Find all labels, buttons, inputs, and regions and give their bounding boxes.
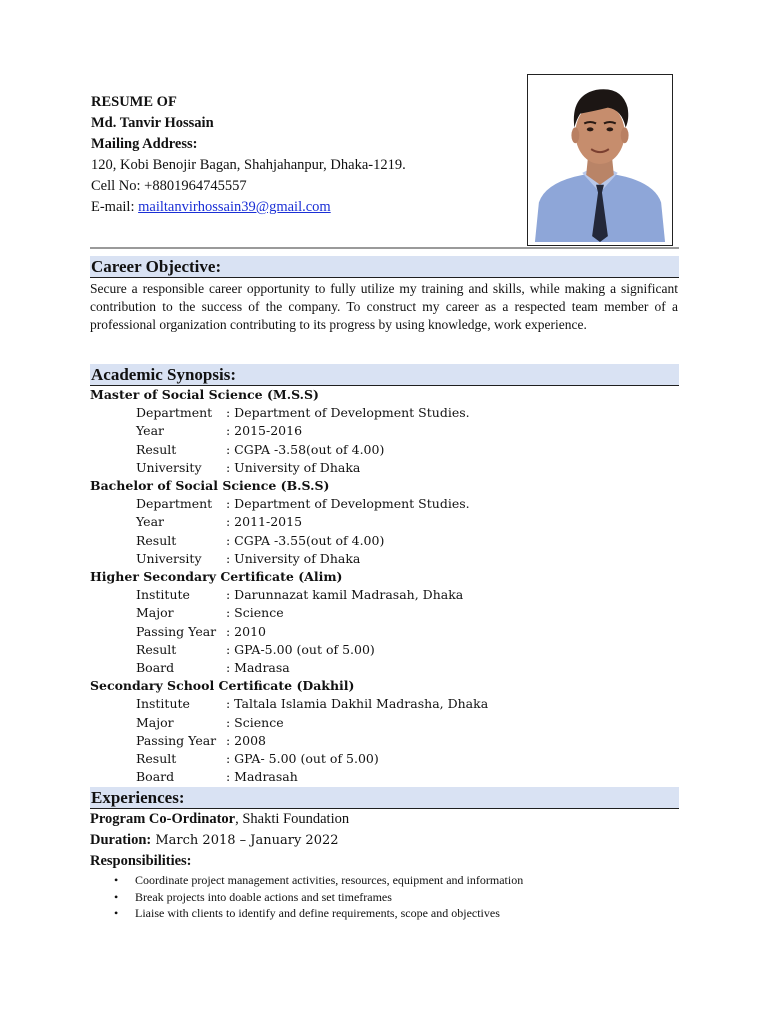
candidate-name: Md. Tanvir Hossain (91, 115, 214, 131)
header-divider (90, 247, 679, 249)
degree-title: Master of Social Science (M.S.S) (90, 387, 319, 402)
degree-row (90, 422, 680, 440)
job-title-line (90, 809, 680, 830)
degree-row (90, 459, 680, 477)
responsibilities-label: Responsibilities: (90, 853, 192, 869)
row-value: : Taltala Islamia Dakhil Madrasha, Dhaka (226, 696, 489, 712)
row-label: Major (136, 605, 174, 621)
row-value: : Madrasah (226, 769, 298, 785)
academic-synopsis-heading: Academic Synopsis: (90, 364, 679, 386)
degree-row (90, 513, 680, 531)
degree-title: Bachelor of Social Science (B.S.S) (90, 478, 330, 494)
row-label: Result (136, 532, 177, 548)
experience-section (90, 809, 680, 922)
row-label: Year (136, 514, 164, 530)
row-value: : University of Dhaka (226, 459, 361, 475)
degree-row (90, 750, 680, 768)
list-item: • Break projects into doable actions and set timeframes (90, 889, 680, 906)
row-value: : CGPA -3.58(out of 4.00) (226, 441, 385, 457)
profile-photo (527, 74, 673, 246)
responsibilities-list (90, 872, 680, 922)
job-organization: , Shakti Foundation (235, 811, 350, 827)
row-label: Institute (136, 696, 190, 712)
row-value: : 2010 (226, 623, 266, 639)
degree-row (90, 623, 680, 641)
degree-row (90, 441, 680, 459)
row-value: : Department of Development Studies. (226, 496, 470, 512)
degree-row (90, 659, 680, 677)
row-label: Result (136, 751, 177, 767)
row-value: : Department of Development Studies. (226, 405, 470, 421)
row-value: : Science (226, 605, 284, 621)
career-objective-heading: Career Objective: (90, 256, 679, 278)
row-value: : Darunnazat kamil Madrasah, Dhaka (226, 587, 464, 603)
degree-ssc (90, 677, 680, 786)
row-label: Department (136, 496, 213, 512)
degree-bss (90, 477, 680, 568)
row-label: Passing Year (136, 732, 217, 748)
row-label: Passing Year (136, 623, 217, 639)
row-value: : CGPA -3.55(out of 4.00) (226, 532, 385, 548)
row-label: Result (136, 641, 177, 657)
resume-title: RESUME OF (91, 94, 177, 110)
row-value: : GPA-5.00 (out of 5.00) (226, 641, 375, 657)
mailing-address-label: Mailing Address: (91, 136, 198, 152)
portrait-image (531, 78, 669, 242)
list-item: • Liaise with clients to identify and define requirements, scope and objectives (90, 905, 680, 922)
list-item: • Coordinate project management activities, resources, equipment and information (90, 872, 680, 889)
row-label: University (136, 550, 202, 566)
degree-row (90, 586, 680, 604)
row-label: Year (136, 423, 164, 439)
row-label: Major (136, 714, 174, 730)
row-value: : GPA- 5.00 (out of 5.00) (226, 751, 379, 767)
mailing-address: 120, Kobi Benojir Bagan, Shahjahanpur, Dhaka-1219. (91, 157, 406, 173)
degree-row (90, 714, 680, 732)
email-label: E-mail: (91, 199, 139, 215)
row-value: : University of Dhaka (226, 550, 361, 566)
degree-row (90, 732, 680, 750)
cell-number: Cell No: +8801964745557 (91, 178, 247, 194)
row-label: University (136, 459, 202, 475)
degree-row (90, 641, 680, 659)
career-objective-text: Secure a responsible career opportunity to fully utilize my training and skills, while making a significant contribution to the success of the company. To construct my career as a respected team member of a professional organization contributing to its progress by using knowledge, work experience. (90, 281, 678, 332)
degree-mss (90, 386, 680, 477)
email-line (91, 197, 406, 218)
degree-title: Secondary School Certificate (Dakhil) (90, 678, 355, 694)
degree-title: Higher Secondary Certificate (Alim) (90, 569, 343, 585)
email-link[interactable]: mailtanvirhossain39@gmail.com (138, 199, 331, 215)
degree-row (90, 768, 680, 786)
degree-row (90, 695, 680, 713)
row-value: : Science (226, 714, 284, 730)
row-value: : Madrasa (226, 660, 290, 676)
row-label: Board (136, 769, 175, 785)
row-value: : 2008 (226, 732, 266, 748)
row-label: Institute (136, 587, 190, 603)
academic-list (90, 386, 680, 786)
degree-row (90, 604, 680, 622)
row-label: Board (136, 660, 175, 676)
degree-row (90, 550, 680, 568)
duration-line (90, 830, 680, 851)
row-label: Department (136, 405, 213, 421)
row-value: : 2011-2015 (226, 514, 303, 530)
duration-value: March 2018 – January 2022 (151, 833, 339, 848)
row-value: : 2015-2016 (226, 423, 303, 439)
job-role: Program Co-Ordinator (90, 811, 236, 827)
row-label: Result (136, 441, 177, 457)
degree-row (90, 404, 680, 422)
contact-header (91, 92, 406, 218)
degree-hsc (90, 568, 680, 677)
duration-label: Duration: (90, 832, 152, 848)
degree-row (90, 532, 680, 550)
experiences-heading: Experiences: (90, 787, 679, 809)
degree-row (90, 495, 680, 513)
